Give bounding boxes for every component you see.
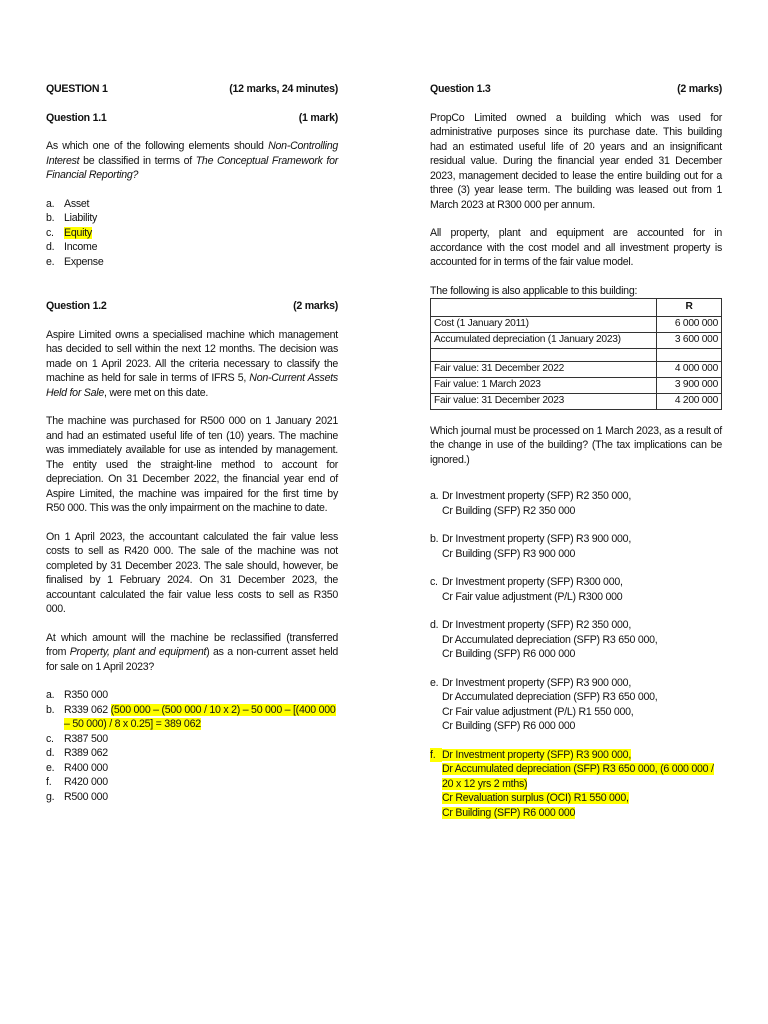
option-item[interactable]: g. R500 000 — [46, 790, 108, 803]
answer-highlight: Cr Building (SFP) R6 000 000 — [442, 806, 576, 819]
question-1-1-header — [46, 111, 338, 126]
question-1-3-para-1: PropCo Limited owned a building which was used for administrative purposes since its purchase date. This building had an estimated useful life of 20 years and an insignificant residual value. During the financial year ended 31 December 2023, management decided to lease the entire building out for a three (3) year lease term. The building was leased out from 1 March 2023 at R300 000 per annum. — [430, 111, 722, 211]
table-cell-value: 6 000 000 — [657, 316, 722, 332]
question-1-3-marks: (2 marks) — [677, 83, 722, 95]
question-1-3-para-2: All property, plant and equipment are accounted for in accordance with the cost model and all investment property is accounted for in terms of the fair value model. — [430, 227, 722, 268]
option-item[interactable]: f. R420 000 — [46, 776, 108, 788]
journal-option-b[interactable]: b. Dr Investment property (SFP) R3 900 000, Cr Building (SFP) R3 900 000 — [430, 533, 632, 560]
table-row — [431, 316, 722, 332]
question-1-1-options — [46, 197, 338, 270]
table-spacer-row — [431, 348, 722, 361]
table-header-blank — [431, 299, 657, 317]
journal-option-c[interactable]: c. Dr Investment property (SFP) R300 000, Cr Fair value adjustment (P/L) R300 000 — [430, 576, 623, 603]
table-cell-value: 3 900 000 — [657, 377, 722, 393]
answer-highlight: Cr Revaluation surplus (OCI) R1 550 000, — [442, 792, 629, 804]
option-item-answer[interactable]: c. Equity — [46, 226, 92, 239]
table-cell-label: Fair value: 31 December 2022 — [431, 361, 657, 377]
option-item[interactable]: b. Liability — [46, 212, 98, 224]
option-item[interactable]: a. R350 000 — [46, 689, 108, 701]
table-cell-label: Cost (1 January 2011) — [431, 316, 657, 332]
table-row — [431, 361, 722, 377]
question-1-2-options — [46, 688, 338, 804]
table-cell-value: 3 600 000 — [657, 332, 722, 348]
question-1-3-title: Question 1.3 — [430, 83, 491, 95]
table-cell-value: 4 200 000 — [657, 393, 722, 409]
option-item[interactable]: d. Income — [46, 241, 98, 253]
table-row — [431, 377, 722, 393]
answer-highlight: Dr Investment property (SFP) R3 900 000, — [442, 748, 632, 761]
question-1-1-title: Question 1.1 — [46, 111, 107, 124]
table-cell-label: Accumulated depreciation (1 January 2023) — [431, 332, 657, 348]
table-header-currency: R — [657, 299, 722, 317]
question-1-2-prompt: At which amount will the machine be reclassified (transferred from Property, plant and equipment) as a non-current asset held for sale on 1 April 2023? — [46, 631, 338, 673]
question-1-2-para-2: The machine was purchased for R500 000 on 1 January 2021 and had an estimated useful life of ten (10) years. The machine was immediately available for use as intended by management. The entity used the straight-line method to account for depreciation. On 31 December 2022, the financial year end of Aspire Limited, the machine was impaired for the first time by R50 000. This was the only impairment on the machine to date. — [46, 415, 338, 514]
question-1-2-header — [46, 299, 338, 314]
question-1-1-marks: (1 mark) — [298, 111, 338, 124]
question-1-3-prompt: Which journal must be processed on 1 March 2023, as a result of the change in use of the building? (The tax implications can be ignored.) — [430, 424, 722, 466]
left-column — [46, 82, 338, 804]
option-item[interactable]: c. R387 500 — [46, 732, 108, 745]
table-row — [431, 332, 722, 348]
journal-option-e[interactable]: e. Dr Investment property (SFP) R3 900 000, Dr Accumulated depreciation (SFP) R3 650 000, Cr Fair value adjustment (P/L) R1 550 000, Cr Building (SFP) R6 000 000 — [430, 676, 658, 732]
answer-highlight: Equity — [64, 226, 92, 239]
table-cell-value: 4 000 000 — [657, 361, 722, 377]
option-item[interactable]: e. Expense — [46, 255, 104, 268]
question-1-2-para-1: Aspire Limited owns a specialised machine which management has decided to sell within the next 12 months. The decision was made on 1 April 2023. All the criteria necessary to classify the machine as held for sale in terms of IFRS 5, Non-Current Assets Held for Sale, were met on this date. — [46, 328, 338, 399]
question-1-marks: (12 marks, 24 minutes) — [229, 83, 338, 95]
option-item[interactable]: a. Asset — [46, 197, 90, 210]
option-item[interactable]: d. R389 062 — [46, 747, 108, 759]
table-cell-label: Fair value: 31 December 2023 — [431, 393, 657, 409]
table-cell-label: Fair value: 1 March 2023 — [431, 377, 657, 393]
question-1-3-header — [430, 82, 722, 97]
question-1-2-para-3: On 1 April 2023, the accountant calculated the fair value less costs to sell as R420 000. The sale of the machine was not completed by 31 December 2023. The sale should, however, be finalised by 1 February 2024. On 31 December 2023, the accountant calculated the fair value less costs to sell as R350 000. — [46, 530, 338, 615]
building-values-table — [430, 298, 722, 410]
journal-option-f-answer[interactable]: f. Dr Investment property (SFP) R3 900 000, Dr Accumulated depreciation (SFP) R3 650 000, (6 000 000 / 20 x 12 yrs 2 mths) Cr Revaluation surplus (OCI) R1 550 000, Cr Building (SFP) R6 000 000 — [430, 748, 714, 819]
question-1-header — [46, 82, 338, 97]
question-1-1-prompt: As which one of the following elements should Non-Controlling Interest be classified in terms of The Conceptual Framework for Financial Reporting? — [46, 140, 338, 181]
table-row — [431, 393, 722, 409]
option-item-answer[interactable]: b. R339 062 (500 000 – (500 000 / 10 x 2) – 50 000 – [(400 000 – 50 000) / 8 x 0.25] = 389 062 — [46, 703, 336, 730]
right-column — [430, 82, 722, 834]
answer-highlight: (500 000 – (500 000 / 10 x 2) – 50 000 – [(400 000 – 50 000) / 8 x 0.25] = 389 062 — [64, 703, 336, 730]
option-item[interactable]: e. R400 000 — [46, 761, 108, 774]
question-1-2-marks: (2 marks) — [293, 300, 338, 312]
table-header-row — [431, 299, 722, 317]
question-1-3-para-3: The following is also applicable to this building: — [430, 284, 638, 297]
journal-option-d[interactable]: d. Dr Investment property (SFP) R2 350 000, Dr Accumulated depreciation (SFP) R3 650 000, Cr Building (SFP) R6 000 000 — [430, 619, 658, 660]
question-1-2-title: Question 1.2 — [46, 300, 107, 312]
journal-option-a[interactable]: a. Dr Investment property (SFP) R2 350 000, Cr Building (SFP) R2 350 000 — [430, 490, 632, 517]
question-1-title: QUESTION 1 — [46, 83, 108, 95]
answer-highlight: Dr Accumulated depreciation (SFP) R3 650 000, (6 000 000 / 20 x 12 yrs 2 mths) — [442, 763, 714, 790]
